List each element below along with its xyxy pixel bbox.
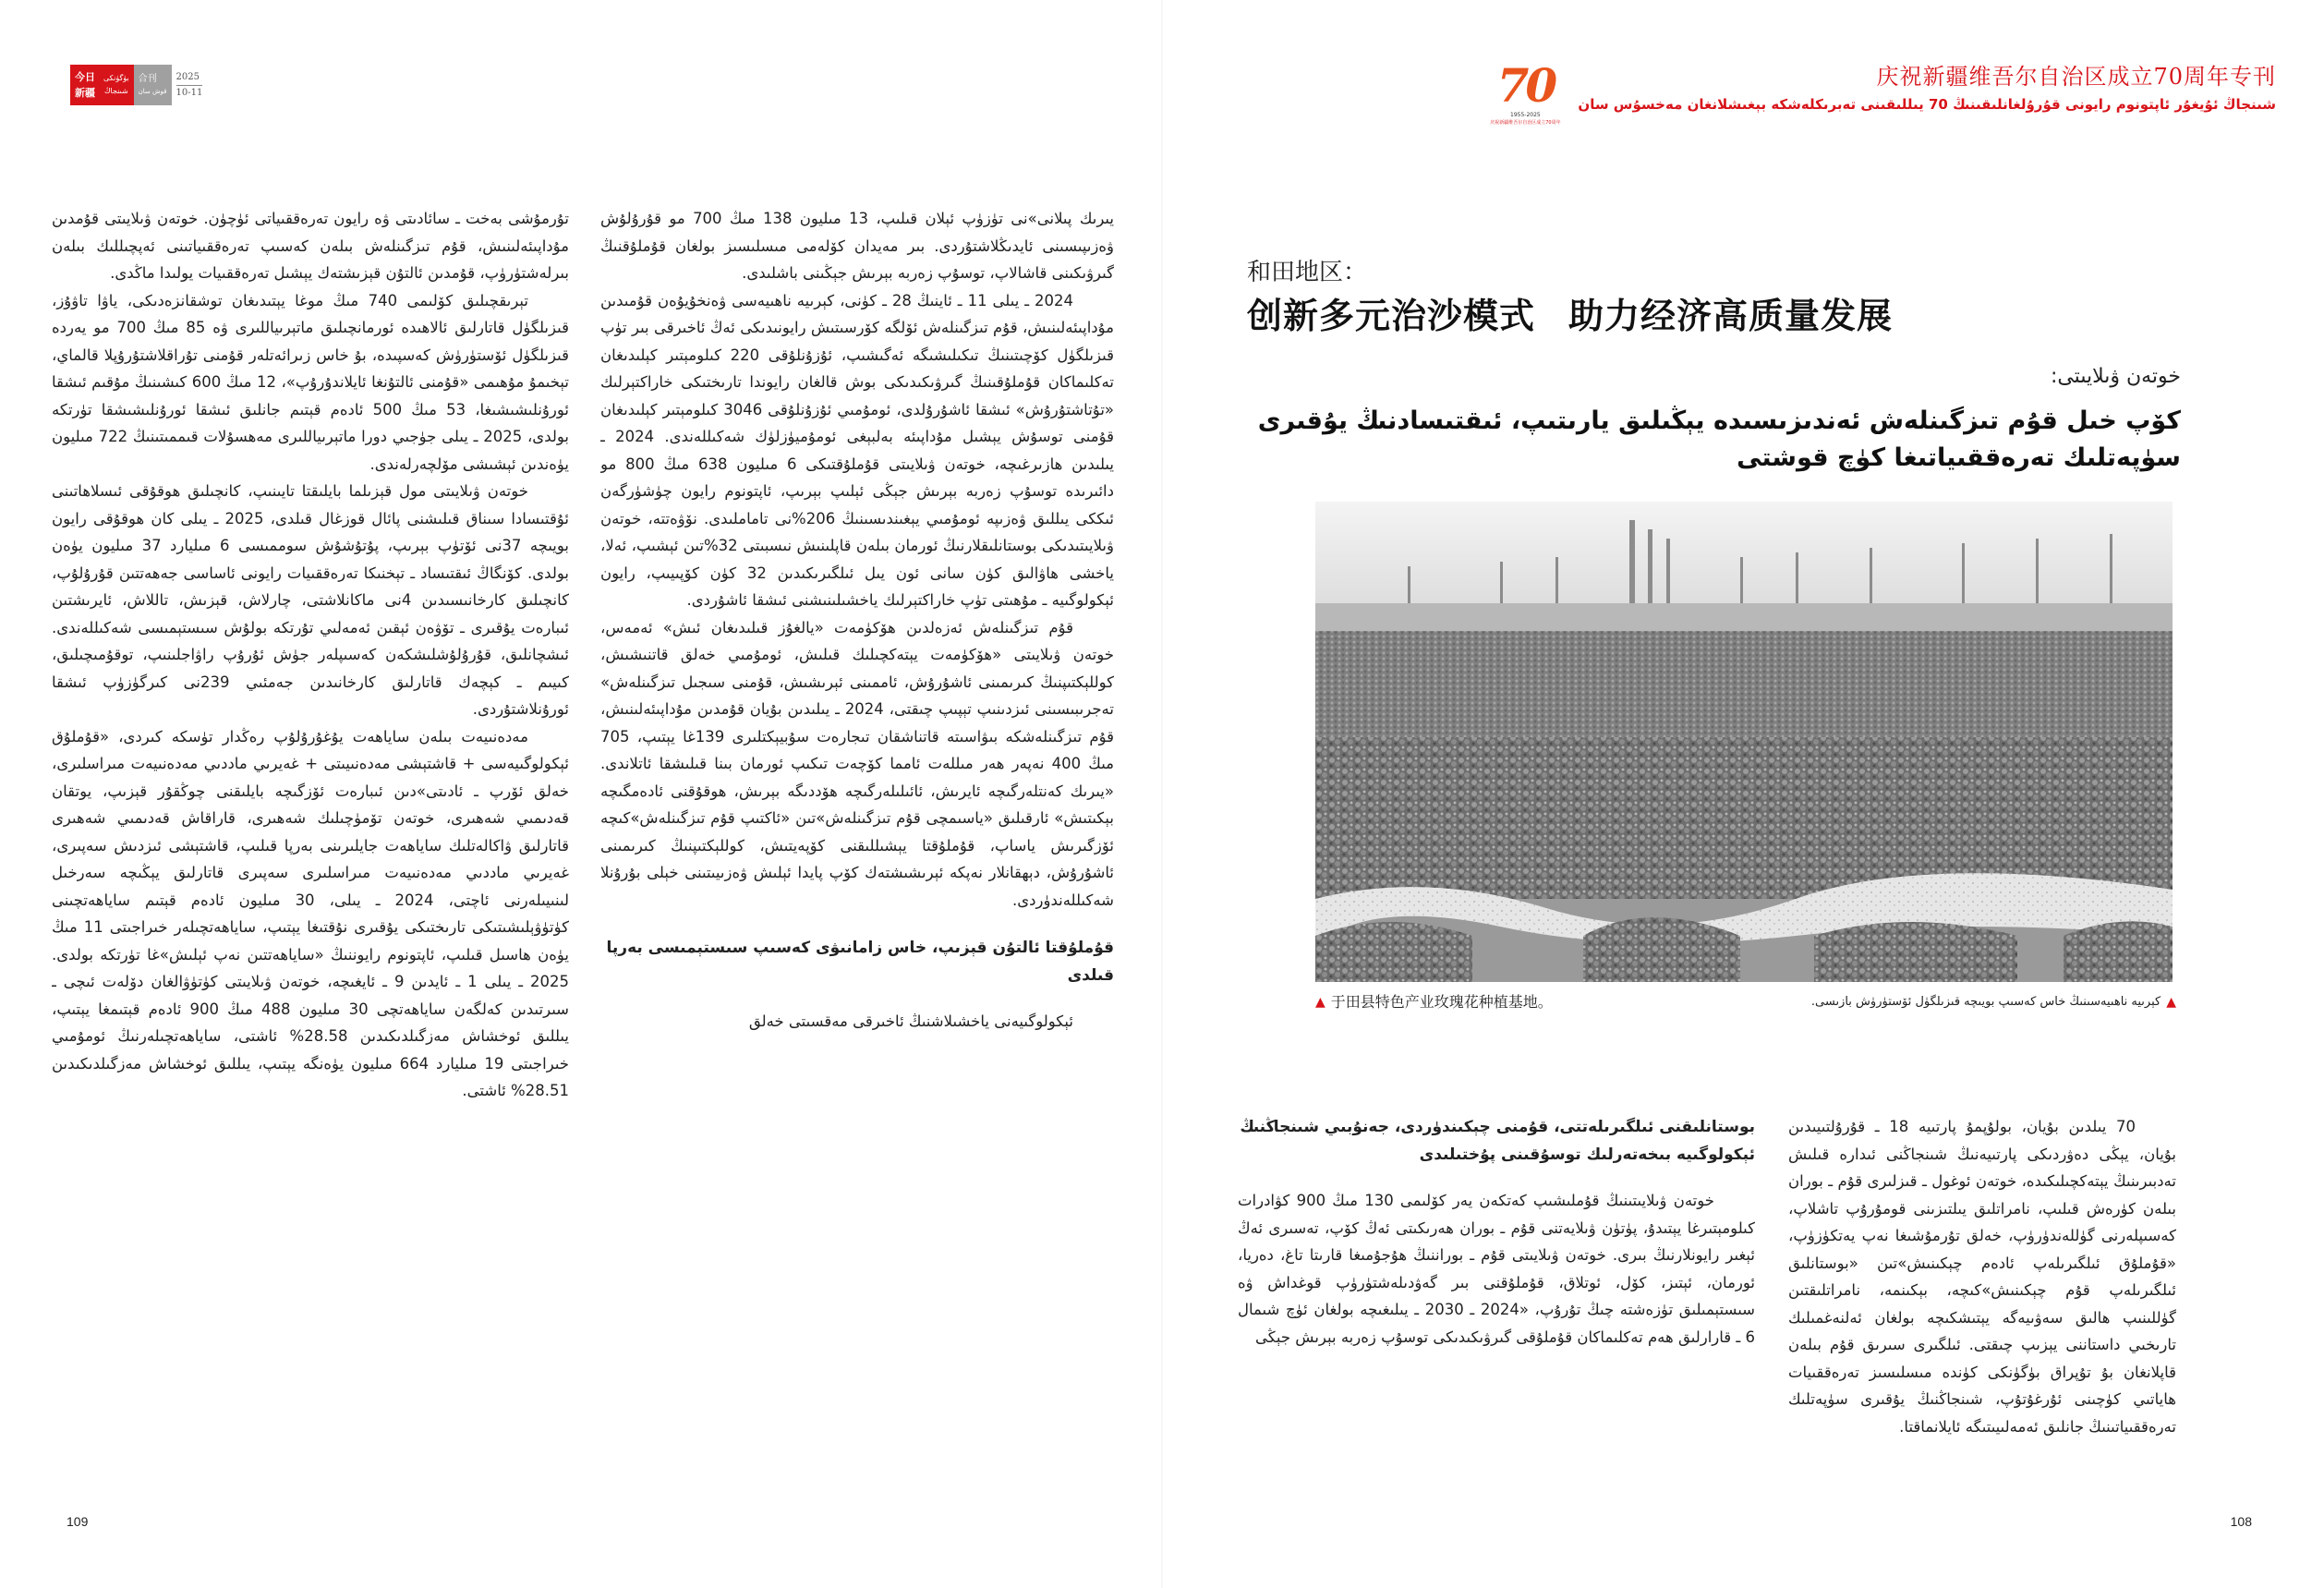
paragraph: قۇم تىزگىنلەش ئەزەلدىن ھۆكۈمەت «يالغۇز قىلىدىغان ئىش» ئەمەس، خوتەن ۋىلايىتى «ھۆكۈمەت يېتەكچىلىك قىلىش، ئومۇمىي خەلق قاتنىشىش، كوللېكتىپنىڭ كىرىمىنى ئاشۇرۇش، ئاممىنى ئېرىشىش، قۇمنى سىجىل تىزگىنلەش» تەجرىبىسىنى ئىزدىنىپ تېپىپ چىقتى، 2024 ـ يىلىدىن بۇيان قۇمدىن مۇداپىئەلىنىش، قۇم تىزگىنلەشكە بىۋاسىتە قاتناشقان تىجارەت سۇبيېكتلىرى 139غا يېتىپ، 705 مىڭ 400 نەپەر ھەر مىللەت ئامما كۆچەت تىكىپ ئورمان بىنا قىلىشقا ئاتلاندى. «يىرىك كەنتلەرگىچە ئايرىش، ئائىلىلەرگىچە ھۆددىگە بېرىش، ھوقۇقنى ئادەمگىچە بېكىتىش» ئارقىلىق «ياسىمچى قۇم تىزگىنلەش»تىن «ئاكتىپ قۇم تىزگىنلەش»كىچە ئۆزگىرىش ياساپ، قۇملۇقتا يېشىللىقنى كۆپەيتىش، كوللېكتىپنىڭ كىرىمىنى ئاشۇرۇش، دېھقانلار نەپكە ئېرىشىشتەك كۆپ پايدا ئېلىش ۋەزىيىتىنى خېلى بۇرۇنلا شەكىللەندۈردى. [600, 618, 1114, 909]
banner-title-ug: شىنجاڭ ئۇيغۇر ئاپتونوم رايونى قۇرۇلغانلىقىنىڭ 70 يىللىقىنى تەبرىكلەشكە بېغىشلانغان مەخسۇس سان [1578, 96, 2276, 113]
magazine-masthead [70, 65, 207, 105]
photo-caption-zh [1315, 992, 1553, 1012]
caption-triangle-icon: ▲ [1315, 995, 1325, 1010]
region-label-ug: خوتەن ۋىلايىتى: [2050, 365, 2181, 388]
special-issue-banner [1485, 58, 2276, 127]
page-number-right: 108 [2230, 1514, 2252, 1529]
caption-text-zh: 于田县特色产业玫瑰花种植基地。 [1330, 993, 1553, 1011]
headline-ug: كۆپ خىل قۇم تىزگىنلەش ئەندىزىسىدە يېڭىلىق يارىتىپ، ئىقتىسادنىڭ يۇقىرى سۈپەتلىك تەرەققىياتىغا كۈچ قوشتى [1257, 406, 2181, 472]
issue-year: 2025 [176, 70, 203, 86]
headline-zh-part2: 助力经济高质量发展 [1568, 296, 1894, 336]
paragraph: يىرىك پىلانى»نى تۈزۈپ ئېلان قىلىپ، 13 مىليون 138 مىڭ 700 مو قۇرۇلۇش ۋەزىپىسىنى ئايدىڭلاشتۇردى. بىر مەيدان كۆلەمى مىسلىسىز بولغان قۇملۇقنىڭ گىرۋىكىنى قاشالاپ، توسۇپ زەربە بېرىش جېڭىنى باشلىدى. [600, 210, 1114, 282]
masthead-title-zh [75, 69, 99, 101]
photo-caption-ug [1811, 992, 2176, 1012]
caption-triangle-icon: ▲ [2166, 995, 2176, 1010]
paragraph: ئېكولوگىيەنى ياخشىلاشنىڭ ئاخىرقى مەقسىتى خەلق [748, 1012, 1073, 1030]
photo-illustration [1315, 502, 2173, 982]
headline-zh [1247, 294, 1893, 338]
masthead-title-zh-line2: 新疆 [75, 87, 95, 99]
section-subheading: بوستانلىقنى ئىلگىرىلەتتى، قۇمنى چېكىندۈردى، جەنۇبىي شىنجاڭنىڭ ئېكولوگىيە بىخەتەرلىك توسۇقىنى پۇختىلىدى [1240, 1118, 1755, 1164]
masthead-title-ug-line1: بۈگۈنكى [103, 74, 129, 82]
logo-years: 1955-2025 [1510, 112, 1541, 118]
masthead-title-zh-line1: 今日 [75, 71, 95, 83]
masthead-title-ug-line2: شىنجاڭ [103, 87, 128, 95]
paragraph: خوتەن ۋىلايىتى مول قېزىلما بايلىقتا تايىنىپ، كانچىلىق ھوقۇقى ئىسلاھاتىنى ئۇقتىسادا سىناق قىلىشنى پائال قوزغال قىلدى، 2025 ـ يىلى كان ھوقۇقى رايون بويىچە 37نى ئۆتۈپ بېرىپ، پۇتۇشۇش سوممىسى 6 مىليارد 37 مىليون يۈەن بولدى. كۆنگاڭ ئىقتىساد ـ تېخنىكا تەرەققىيات رايونى ئاساسى جەھەتتىن قۇرۇلۇپ، كانچىلىق كارخانىسىدىن 4نى ماكانلاشتى، چارلاش، قېزىش، تاللاش، ئايرىشتىن ئىبارەت يۇقىرى ـ تۆۋەن ئېقىن ئەمەلىي تۇرتكە بولۇش سىستېمىسى شەكىللەندى. ئىشچانلىق، قۇرۇلۇشلىشكەن كەسىپلەر جۈش ئۇرۇپ راۋاجلىنىپ، توقۇمىچىلىق، كىيىم ـ كېچەك قاتارلىق كارخانىدىن جەمئىي 239نى كىرگۈزۈپ ئىشقا ئورۇنلاشتۇردى. [52, 482, 569, 718]
section-subheading: قۇملۇقتا ئالتۇن قېزىپ، خاس زامانىۋى كەسىپ سىستېمىسى بەرپا قىلدى [606, 939, 1114, 985]
caption-text-ug: كېرىيە ناھىيەسىنىڭ خاس كەسىپ بويىچە قىزىلگۈل ئۆستۈرۈش بازىسى. [1810, 995, 2161, 1009]
body-column-left-page-left [52, 205, 569, 1498]
rose-field-photo [1315, 502, 2173, 982]
paragraph: خوتەن ۋىلايىتىنىڭ قۇملىشىپ كەتكەن يەر كۆلىمى 130 مىڭ 900 كۋادرات كىلومېتىرغا يېتىدۇ، پۈتۈن ۋىلايەتنى قۇم ـ بوران ھەرىكىتى ئەڭ كۆپ، تەسىرى ئەڭ ئېغىر رايونلارنىڭ بىرى. خوتەن ۋىلايىتى قۇم ـ بوراننىڭ ھۇجۇمىغا قارىتا تاغ، دەريا، ئورمان، ئېتىز، كۆل، ئوتلاق، قۇملۇقنى بىر گەۋدىلەشتۈرۈپ قوغداش ۋە سىستېمىلىق تۈزەشتە چىڭ تۇرۇپ، «2024 ـ 2030 ـ يىلىغىچە بولغان ئۈچ شىمال 6 ـ قارارلىق ھەم تەكلىماكان قۇملۇقى گىرۋىكىدىكى توسۇپ زەربە بېرىش جېڭى [1238, 1192, 1755, 1346]
region-label-zh: 和田地区： [1247, 259, 1368, 286]
combined-issue-zh: 合刊 [138, 74, 157, 84]
masthead-logo [70, 65, 134, 105]
body-column-left-page-right [600, 205, 1114, 1498]
combined-issue-badge [134, 65, 172, 105]
banner-text [1578, 61, 2276, 116]
anniversary-70-logo [1485, 58, 1565, 127]
body-column-right-page-right [1788, 1113, 2176, 1501]
issue-number: 10-11 [176, 87, 203, 98]
body-column-right-page-left [1238, 1113, 1755, 1501]
logo-caption: 庆祝新疆维吾尔自治区成立70周年 [1490, 120, 1561, 126]
paragraph: 2024 ـ يىلى 11 ـ ئاينىڭ 28 ـ كۈنى، كېرىيە ناھىيەسى ۋەنخۇيۇەن قۇمىدىن مۇداپىئەلىنىش، قۇم تىزگىنلەش ئۆلگە كۆرسىتىش رايونىدىكى ئەڭ ئاخىرقى بىر تۈپ قىزىلگۈل كۆچىتىنىڭ تىكىلىشىگە ئەگىشىپ، ئۇزۇنلۇقى 220 كىلومېتىر كېلىدىغان تەكلىماكان قۇملۇقىنىڭ گىرۋىكىدىكى بوش قالغان رايوندا تارىختىكى خاراكتېرلىك «تۇتاشتۇرۇش» ئىشقا ئاشۇرۇلدى، ئومۇمىي ئۇزۇنلۇقى 3046 كىلومېتىر كېلىدىغان قۇمنى توسۇش يېشىل مۇداپىئە بەلبېغى ئومۇميۈزلۈك شەكىللەندى. 2024 ـ يىلىدىن ھازىرغىچە، خوتەن ۋىلايىتى قۇملۇقتىكى 6 مىليون 638 مىڭ 800 مو دائىرىدە توسۇپ زەربە بېرىش جېڭى ئېلىپ بېرىپ، ئاپتونوم رايون چۈشۈرگەن ئىككى يىللىق ۋەزىپە ئومۇمىي يېغىندىسىنىڭ 206%نى تاماملىدى. نۆۋەتتە، خوتەن ۋىلايىتىدىكى بوستانلىقلارنىڭ ئورمان بىلەن قاپلىنىش نىسبىتى 32%تىن ئېشىپ، ئەلا، ياخشى ھاۋالىق كۈن سانى ئون يىل ئىلگىرىكىدىن 32 كۈن كۆپىيىپ، رايون ئېكولوگىيە ـ مۇھىتى تۈپ خاراكتېرلىك ياخشىلىنىشنى ئىشقا ئاشۇردى. [600, 291, 1114, 609]
combined-issue-ug: قوش سان [138, 88, 167, 95]
page-number-left: 109 [67, 1514, 89, 1529]
masthead-title-ug [103, 72, 129, 98]
logo-number: 70 [1496, 58, 1555, 113]
issue-date [172, 65, 208, 105]
paragraph: مەدەنىيەت بىلەن ساياھەت يۇغۇرۇلۇپ رەڭدار تۈسكە كىردى، «قۇملۇق ئېكولوگىيەسى + قاشتېشى مەدەنىيىتى + غەيرىي ماددىي مەدەنىيەت مىراسلىرى، خەلق ئۆرپ ـ ئادىتى»دىن ئىبارەت ئۆزگىچە بايلىقنى چوڭقۇر قېزىپ، يوتقان قەدىمىي شەھىرى، خوتەن تۆمۈچىلىك شەھىرى، قاراقاش قەدىمىي شەھىرى قاتارلىق ۋاكالەتلىك ساياھەت جايلىرىنى بەرپا قىلىپ، قاشتېشى ئىزدىش سەپىرى، غەيرىي ماددىي مەدەنىيەت مىراسلىرى سەپىرى قاتارلىق يېڭىچە سەرخىل لىنىيىلەرنى ئاچتى، 2024 ـ يىلى، 30 مىليون ئادەم قېتىم ساياھەتچىنى كۈتۈۋېلىشىتىكى تارىختىكى يۇقىرى نۇقتىغا يېتىپ، ساياھەتچىلەر خىراجىتى 11 مىڭ يۈەن ھاسىل قىلىپ، ئاپتونوم رايوننىڭ «ساياھەتتىن نەپ ئېلىش»غا تۈرتكە بولدى. 2025 ـ يىلى 1 ـ ئايدىن 9 ـ ئايغىچە، خوتەن ۋىلايىتى كۈتۈۋالغان دۆلەت ئىچى ـ سىرتىدىن كەلگەن ساياھەتچى 30 مىليون 488 مىڭ 900 ئادەم قېتىمغا يېتىپ، يىللىق ئوخشاش مەزگىلدىكىدىن 28.58% ئاشتى، ساياھەتچىلەرنىڭ ئومۇمىي خىراجىتى 19 مىليارد 664 مىليون يۈەنگە يېتىپ، يىللىق ئوخشاش مەزگىلدىكىدىن 28.51% ئاشتى. [52, 727, 569, 1099]
paragraph: تېرىقچىلىق كۆلىمى 740 مىڭ موغا يېتىدىغان توشقانزەدىكى، ياۋا تاۋۇز، قىزىلگۈل قاتارلىق ئالاھىدە ئورمانچىلىق ماتېرىياللىرى ۋە 85 مىڭ 700 مو يەردە قىزىلگۈل ئۆستۈرۈش كەسپىدە، بۇ خاس زىرائەتلەر قۇمنى تۇراقلاشتۇرۇپلا قالماي، تېخىمۇ مۇھىمى «قۇمنى ئالتۇنغا ئايلاندۇرۇپ»، 12 مىڭ 600 كىشىنىڭ مۇقىم ئىشقا ئورۇنلىشىشىغا، 53 مىڭ 500 ئادەم قېتىم جانلىق ئىشقا ئورۇنلىشىشقا تۈرتكە بولدى، 2025 ـ يىلى جۈجىي دورا ماتېرىياللىرى مەھسۇلات قىممىتىنىڭ 722 مىليون يۈەندىن ئېشىشى مۆلچەرلەندى. [52, 291, 569, 473]
banner-title-zh: 庆祝新疆维吾尔自治区成立70周年专刊 [1876, 64, 2276, 90]
paragraph: 70 يىلدىن بۇيان، بولۇپمۇ پارتىيە 18 ـ قۇرۇلتىيىدىن بۇيان، يېڭى دەۋردىكى پارتىيەنىڭ شىنجاڭنى ئىدارە قىلىش تەدبىرىنىڭ يېتەكچىلىكىدە، خوتەن ئوغول ـ قىزلىرى قۇم ـ بوران بىلەن كۈرەش قىلىپ، نامراتلىق يىلتىزىنى قومۇرۇپ تاشلاپ، كەسىپلەرنى گۈللەندۈرۈپ، خەلق تۇرمۇشىغا نەپ يەتكۈزۈپ، «قۇملۇق ئىلگىرىلەپ ئادەم چېكىنىش»تىن «بوستانلىق ئىلگىرىلەپ قۇم چېكىنىش»كىچە، بېكىنمە، نامراتلىقتىن گۈللىنىپ ھالىق سەۋىيەگە يېتىشكىچە بولغان ئەلنەغمىلىك تارىخىي داستاننى يېزىپ چىقتى. ئىلگىرى سىرىق قۇم بىلەن قاپلانغان بۇ تۇپراق بۈگۈنكى كۈندە مىسلىسىز تەرەققىيات ھاياتىي كۈچىنى ئۇرغۇتۇپ، شىنجاڭنىڭ يۇقىرى سۈپەتلىك تەرەققىياتىنىڭ جانلىق ئەمەلىيىتىگە ئايلانماقتا. [1788, 1118, 2176, 1436]
paragraph: تۇرمۇشى بەخت ـ سائادىتى ۋە رايون تەرەققىياتى ئۈچۈن. خوتەن ۋىلايىتى قۇمدىن مۇداپىئەلىنىش، قۇم تىزگىنلەش بىلەن كەسىپ تەرەققىياتىنى ئەپچىللىك بىلەن بىرلەشتۈرۈپ، قۇمدىن ئالتۇن قېزىشتەك يېشىل تەرەققىيات يولىدا ماڭدى. [52, 210, 569, 282]
headline-zh-part1: 创新多元治沙模式 [1247, 296, 1536, 336]
